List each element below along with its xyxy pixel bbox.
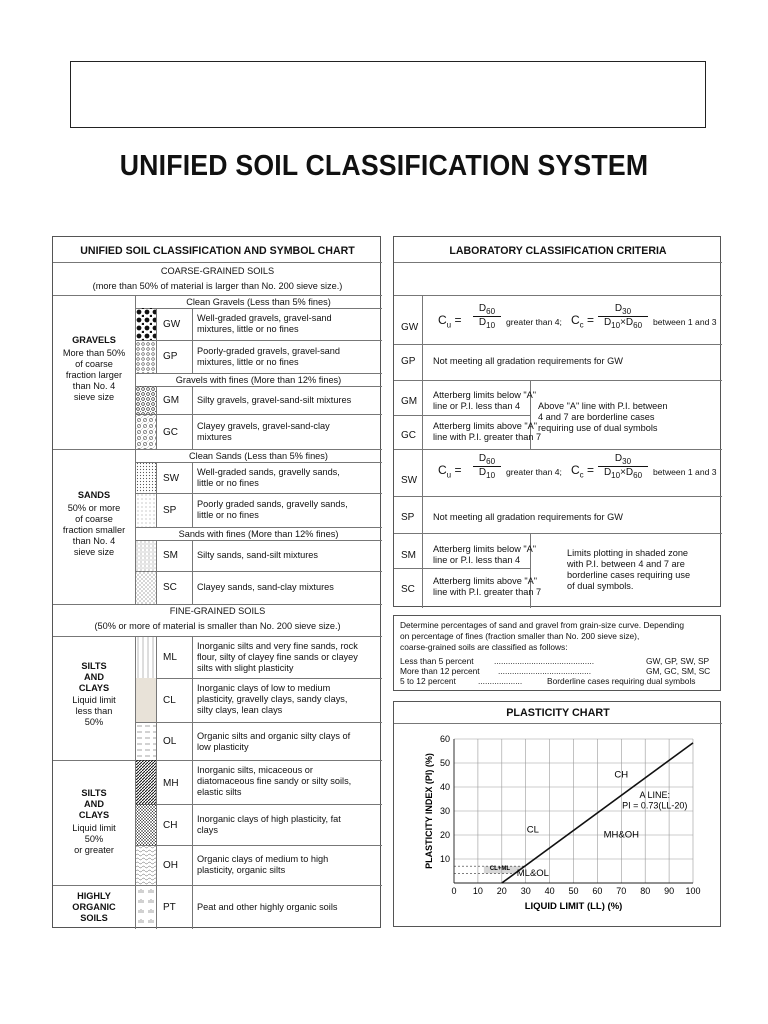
a-line-annotation-2: PI = 0.73(LL-20) [622,800,688,811]
s-note-3: borderline cases requiring use [567,570,691,580]
symbol-chart-panel [52,236,381,928]
g-note-2: 4 and 7 are borderline cases [538,412,655,422]
crit-sc-text-1: Atterberg limits above "A" [433,576,538,586]
s-note-1: Limits plotting in shaded zone [567,548,689,558]
coarse-sub: (more than 50% of material is larger than No. 200 sieve size.) [92,281,343,291]
crit-sm-text-1: Atterberg limits below "A" [433,544,537,554]
clean-gravels-label: Clean Gravels (Less than 5% fines) [186,297,331,307]
crit-gc-text-2: line with P.I. greater than 7 [433,432,542,442]
desc-ml-2: flour, silty of clayey fine sands or clayey [197,652,358,662]
silts2-title-2: AND [84,799,104,809]
x-tick-50: 50 [568,886,579,896]
zone-label-ch: CH [614,769,629,781]
desc-cl-3: silty clays, lean clays [197,705,283,715]
y-tick-50: 50 [439,758,450,768]
silts1-title-1: SILTS [81,661,107,671]
desc-gc-2: mixtures [197,432,232,442]
fine-sub: (50% or more of material is smaller than No. 200 sieve size.) [94,621,341,631]
sands-desc-3: fraction smaller [62,525,126,535]
clean-sands-label: Clean Sands (Less than 5% fines) [189,451,328,461]
g-note-3: requiring use of dual symbols [538,423,658,433]
crit-gc: GC [401,430,416,441]
sym-gp: GP [163,351,178,362]
formula-mid-sw: greater than 4; [506,467,562,477]
s-note-2: with P.I. between 4 and 7 are [567,559,685,569]
formula-cc-sw: $C_c$ = [571,463,595,480]
rule-3-label: 5 to 12 percent [400,676,456,686]
formula-end-sw: between 1 and 3 [653,467,717,477]
desc-ml-1: Inorganic silts and very fine sands, rock [197,641,358,651]
desc-cl-1: Inorganic clays of low to medium [197,683,331,693]
silts1-title-3: CLAYS [78,683,110,693]
y-axis-label: PLASTICITY INDEX (PI) (%) [424,753,434,869]
x-tick-70: 70 [616,886,627,896]
silts2-desc-1: Liquid limit [72,823,116,833]
formula-end: between 1 and 3 [653,317,717,327]
desc-gp-1: Poorly-graded gravels, gravel-sand [197,346,340,356]
criteria-header: LABORATORY CLASSIFICATION CRITERIA [449,245,667,257]
sym-sp: SP [163,505,177,516]
x-tick-20: 20 [496,886,507,896]
sym-pt: PT [163,902,176,913]
sands-desc-5: sieve size [73,547,115,557]
sym-cl: CL [163,695,176,706]
crit-sw: SW [401,475,418,486]
x-tick-60: 60 [592,886,603,896]
zone-label-cl-ml: CL+ML [489,865,511,872]
plasticity-chart [394,723,722,928]
x-axis-label: LIQUID LIMIT (LL) (%) [524,901,623,912]
y-tick-10: 10 [439,854,450,864]
rule-2-value: GM, GC, SM, SC [646,666,711,676]
silts2-desc-2: 50% [84,834,104,844]
determine-2: on percentage of fines (fraction smaller than No. 200 sieve size), [400,631,640,641]
desc-mh-1: Inorganic silts, micaceous or [197,765,313,775]
crit-gp: GP [401,356,416,367]
desc-mh-2: diatomaceous fine sandy or silty soils, [197,776,352,786]
gravels-desc-2: of coarse [75,359,113,369]
gravels-desc-4: than No. 4 [72,381,116,391]
desc-gw-1: Well-graded gravels, gravel-sand [197,313,332,323]
organic-title-3: SOILS [80,913,108,923]
desc-ml-3: silts with slight plasticity [197,663,294,673]
organic-title-1: HIGHLY [77,891,111,901]
desc-gw-2: mixtures, little or no fines [197,324,299,334]
desc-sm-1: Silty sands, sand-silt mixtures [197,550,319,560]
desc-sp-1: Poorly graded sands, gravelly sands, [197,499,348,509]
desc-ol-1: Organic silts and organic silty clays of [197,731,351,741]
empty-header-box [70,61,706,128]
sands-title: SANDS [77,490,111,500]
desc-cl-2: plasticity, gravelly clays, sandy clays, [197,694,348,704]
silts1-desc-1: Liquid limit [72,695,116,705]
desc-gc-1: Clayey gravels, gravel-sand-clay [197,421,330,431]
formula-d30-fraction-sw: $\frac{D_{30}}{D_{10}\times D_{60}}$ [598,453,648,480]
crit-sc: SC [401,584,415,595]
x-tick-80: 80 [640,886,651,896]
rule-1-value: GW, GP, SW, SP [646,656,710,666]
zone-label-cl: CL [526,824,539,836]
desc-oh-2: plasticity, organic silts [197,865,286,875]
desc-gm-1: Silty gravels, gravel-sand-silt mixtures [197,395,352,405]
sym-ch: CH [163,820,178,831]
plasticity-chart-panel [393,701,721,927]
formula-cu-sw: $C_u$ = [438,463,462,480]
gravels-desc-3: fraction larger [65,370,123,380]
zone-label-mh-oh: MH&OH [603,829,639,841]
crit-gm: GM [401,396,418,407]
sym-gc: GC [163,427,178,438]
desc-sw-1: Well-graded sands, gravelly sands, [197,467,340,477]
s-note-4: of dual symbols. [567,581,634,591]
determine-1: Determine percentages of sand and gravel from grain-size curve. Depending [400,620,684,630]
gravels-desc-5: sieve size [73,392,115,402]
silts2-desc-3: or greater [74,845,114,855]
y-tick-20: 20 [439,830,450,840]
rule-2-label: More than 12 percent [400,666,480,676]
sym-sm: SM [163,550,178,561]
sands-desc-2: of coarse [75,514,113,524]
determine-3: coarse-grained soils are classified as follows: [400,642,568,652]
symbol-chart-header: UNIFIED SOIL CLASSIFICATION AND SYMBOL CHART [80,245,355,257]
criteria-panel [393,236,721,607]
desc-sc-1: Clayey sands, sand-clay mixtures [197,582,334,592]
silts1-title-2: AND [84,672,104,682]
sands-fines-label: Sands with fines (More than 12% fines) [178,529,339,539]
formula-d60-over-d10-sw: $\frac{D_{60}}{D_{10}}$ [473,453,501,480]
sym-gm: GM [163,395,180,406]
rule-1-label: Less than 5 percent [400,656,474,666]
gravels-title: GRAVELS [72,335,116,345]
desc-gp-2: mixtures, little or no fines [197,357,299,367]
crit-sc-text-2: line with P.I. greater than 7 [433,587,542,597]
crit-gp-text: Not meeting all gradation requirements for GW [433,356,623,366]
crit-sm-text-2: line or P.I. less than 4 [433,555,521,565]
formula-cc: $C_c$ = [571,313,595,330]
gravels-desc-1: More than 50% [62,348,126,358]
crit-sm: SM [401,550,416,561]
rule-3-value: Borderline cases requiring dual symbols [547,676,696,686]
gravels-fines-label: Gravels with fines (More than 12% fines) [175,375,342,385]
coarse-header: COARSE-GRAINED SOILS [160,266,275,276]
sands-desc-1: 50% or more [67,503,121,513]
desc-ol-2: low plasticity [197,742,249,752]
x-tick-40: 40 [544,886,555,896]
page-title: UNIFIED SOIL CLASSIFICATION SYSTEM [119,150,649,182]
desc-mh-3: elastic silts [197,787,242,797]
desc-ch-2: clays [197,825,218,835]
desc-ch-1: Inorganic clays of high plasticity, fat [197,814,341,824]
sym-ol: OL [163,736,177,747]
formula-mid: greater than 4; [506,317,562,327]
crit-sp: SP [401,512,415,523]
fine-header: FINE-GRAINED SOILS [169,606,266,616]
crit-sp-text: Not meeting all gradation requirements for GW [433,512,623,522]
sym-gw: GW [163,319,181,330]
formula-d30-fraction: $\frac{D_{30}}{D_{10}\times D_{60}}$ [598,303,648,330]
x-tick-100: 100 [685,886,701,896]
silts1-desc-3: 50% [84,717,104,727]
rule-3-dots: ................... [478,676,523,686]
x-tick-10: 10 [472,886,483,896]
formula-d60-over-d10: $\frac{D_{60}}{D_{10}}$ [473,303,501,330]
y-tick-60: 60 [439,734,450,744]
desc-sw-2: little or no fines [197,478,259,488]
silts2-title-1: SILTS [81,788,107,798]
chart-title: PLASTICITY CHART [506,707,610,719]
sym-oh: OH [163,860,178,871]
soil-pattern-icons [136,237,156,929]
crit-gm-text-2: line or P.I. less than 4 [433,401,521,411]
g-note-1: Above "A" line with P.I. between [538,401,668,411]
sym-sc: SC [163,582,177,593]
crit-gc-text-1: Atterberg limits above "A" [433,421,538,431]
a-line-annotation-1: A LINE: [639,789,671,800]
rule-1-dots: ........................................... [494,656,595,666]
y-tick-40: 40 [439,782,450,792]
x-tick-90: 90 [664,886,675,896]
organic-title-2: ORGANIC [72,902,116,912]
crit-gm-text-1: Atterberg limits below "A" [433,390,537,400]
sym-sw: SW [163,473,180,484]
desc-oh-1: Organic clays of medium to high [197,854,329,864]
silts1-desc-2: less than [75,706,113,716]
silts2-title-3: CLAYS [78,810,110,820]
sym-ml: ML [163,652,177,663]
x-tick-0: 0 [451,886,457,896]
formula-cu: $C_u$ = [438,313,462,330]
desc-sp-2: little or no fines [197,510,259,520]
x-tick-30: 30 [520,886,531,896]
sands-desc-4: than No. 4 [72,536,116,546]
rule-2-dots: ........................................ [498,666,592,676]
y-tick-30: 30 [439,806,450,816]
fines-rules-box [393,615,721,691]
crit-gw: GW [401,322,419,333]
desc-pt-1: Peat and other highly organic soils [197,902,338,912]
sym-mh: MH [163,778,179,789]
zone-label-ml-ol: ML&OL [516,867,549,879]
